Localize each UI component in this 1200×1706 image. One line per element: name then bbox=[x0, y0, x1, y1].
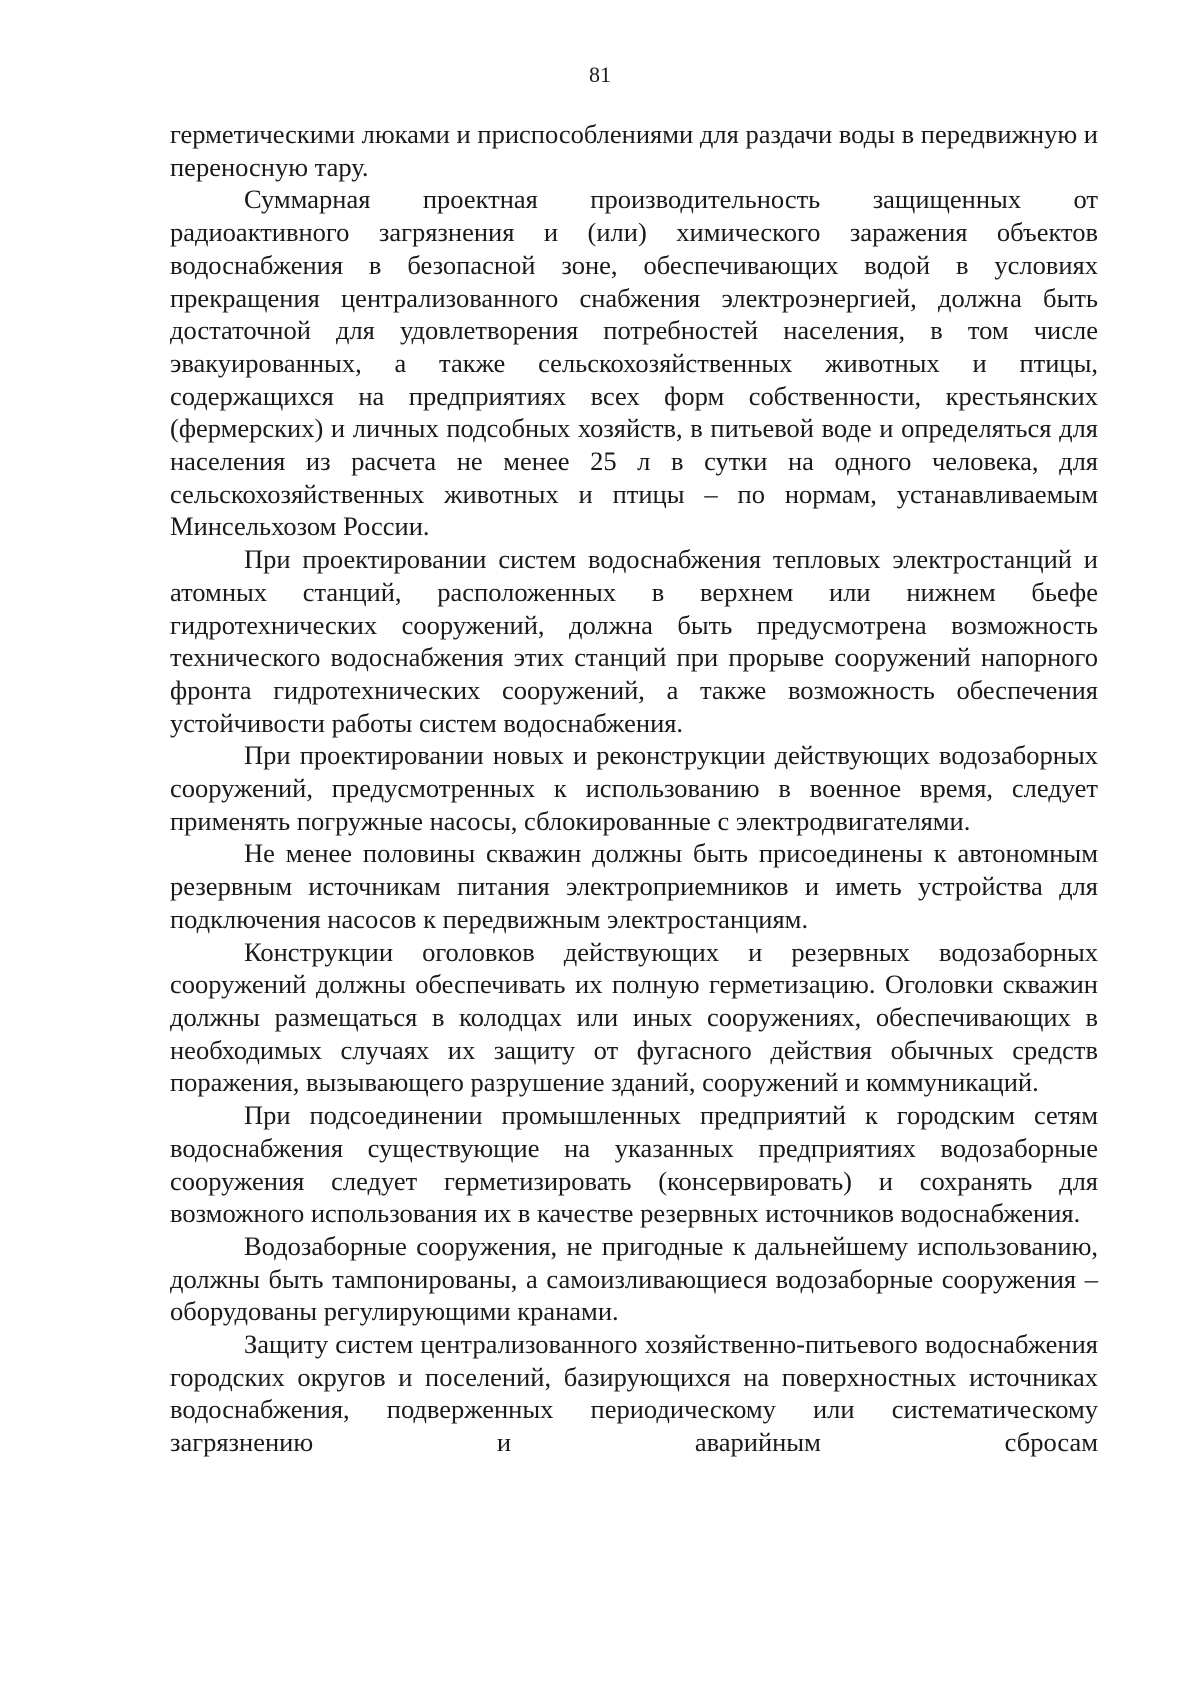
paragraph-7: При подсоединении промышленных предприятий к городским сетям водоснабжения существующие на указанных предприятиях водозаборные сооружения следует герметизировать (консервировать) и сохранять для возможного использования их в качестве резервных источников водоснабжения. bbox=[170, 1100, 1098, 1229]
paragraph-3: При проектировании систем водоснабжения тепловых электростанций и атомных станций, расположенных в верхнем или нижнем бьефе гидротехнических сооружений, должна быть предусмотрена возможность технического водоснабжения этих станций при прорыве сооружений напорного фронта гидротехнических сооружений, а также возможность обеспечения устойчивости работы систем водоснабжения. bbox=[170, 544, 1098, 738]
paragraph-1: герметическими люками и приспособлениями для раздачи воды в передвижную и переносную тару. bbox=[170, 119, 1098, 182]
page-number: 81 bbox=[589, 62, 611, 87]
paragraph-5: Не менее половины скважин должны быть присоединены к автономным резервным источникам питания электроприемников и иметь устройства для подключения насосов к передвижным электростанциям. bbox=[170, 838, 1098, 934]
paragraph-2: Суммарная проектная производительность защищенных от радиоактивного загрязнения и (или) химического заражения объектов водоснабжения в безопасной зоне, обеспечивающих водой в условиях прекращения централизованного снабжения электроэнергией, должна быть достаточной для удовлетворения потребностей населения, в том числе эвакуированных, а также сельскохозяйственных животных и птицы, содержащихся на предприятиях всех форм собственности, крестьянских (фермерских) и личных подсобных хозяйств, в питьевой воде и определяться для населения из расчета не менее 25 л в сутки на одного человека, для сельскохозяйственных животных и птицы – по нормам, устанавливаемым Минсельхозом России. bbox=[170, 184, 1098, 542]
paragraph-6: Конструкции оголовков действующих и резервных водозаборных сооружений должны обеспечивать их полную герметизацию. Оголовки скважин должны размещаться в колодцах или иных сооружениях, обеспечивающих в необходимых случаях их защиту от фугасного действия обычных средств поражения, вызывающего разрушение зданий, сооружений и коммуникаций. bbox=[170, 936, 1098, 1098]
document-body bbox=[170, 118, 1098, 1459]
paragraph-9: Защиту систем централизованного хозяйственно-питьевого водоснабжения городских округов и поселений, базирующихся на поверхностных источниках водоснабжения, подверженных периодическому или систематическому загрязнению и аварийным сбросам bbox=[170, 1329, 1098, 1458]
paragraph-8: Водозаборные сооружения, не пригодные к дальнейшему использованию, должны быть тампонированы, а самоизливающиеся водозаборные сооружения – оборудованы регулирующими кранами. bbox=[170, 1230, 1098, 1327]
paragraph-4: При проектировании новых и реконструкции действующих водозаборных сооружений, предусмотренных к использованию в военное время, следует применять погружные насосы, сблокированные с электродвигателями. bbox=[170, 740, 1098, 836]
